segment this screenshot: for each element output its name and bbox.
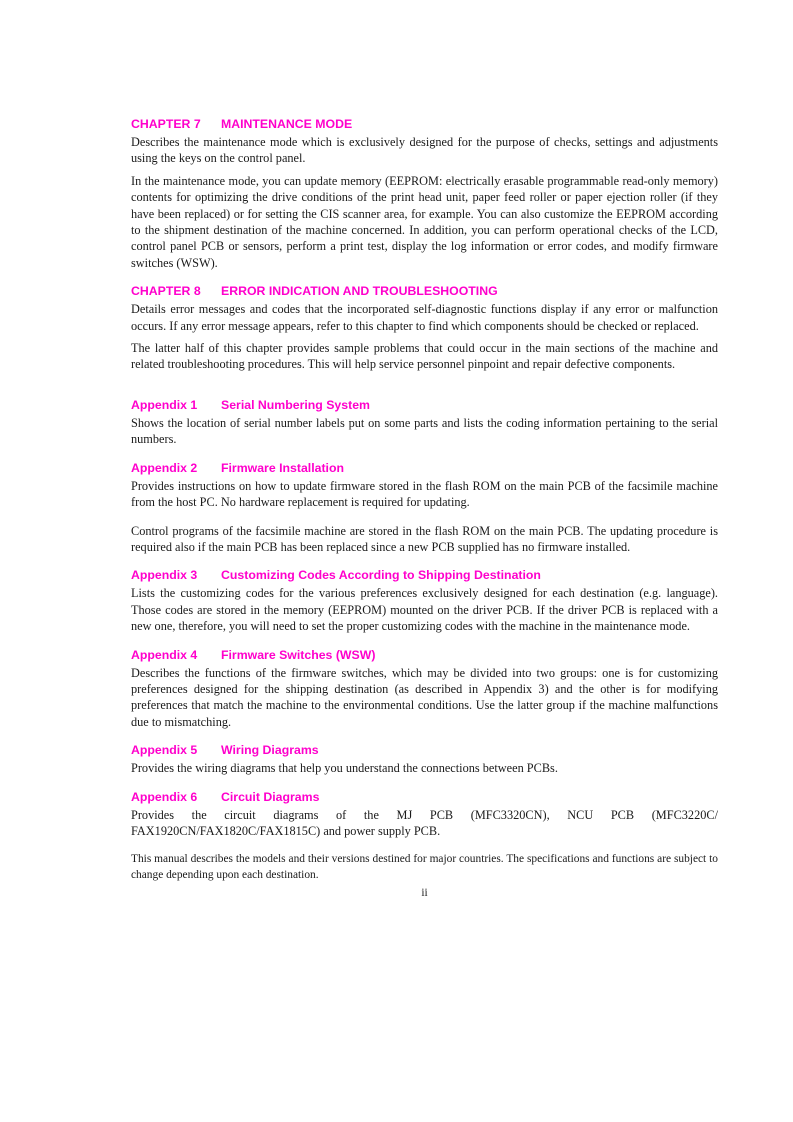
section-title: Circuit Diagrams: [221, 789, 320, 804]
section-paragraph: Provides the circuit diagrams of the MJ PCB (MFC3320CN), NCU PCB (MFC3220C/ FAX1920CN/FAX1820C/FAX1815C) and power supply PCB.: [131, 807, 718, 838]
section-title: Serial Numbering System: [221, 397, 370, 412]
section-number: Appendix 2: [131, 460, 198, 475]
section-heading: [131, 789, 718, 805]
section-paragraph: Describes the functions of the firmware switches, which may be divided into two groups: one is for customizing preferences designed for the shipping destination (as described in Appendix 3) and the other is for modifying preferences that match the machine to the environmental conditions. Use the latter group if the machine malfunctions due to mismatching.: [131, 665, 718, 729]
section-title: Firmware Installation: [221, 460, 344, 475]
section-heading: [131, 742, 718, 758]
section-paragraph: In the maintenance mode, you can update memory (EEPROM: electrically erasable programmable read-only memory) contents for optimizing the drive conditions of the print head unit, paper feed roller or paper ejection roller (if they have been replaced) or for setting the CIS scanner area, for example. You can also customize the EEPROM according to the shipment destination of the machine concerned. In addition, you can perform operational checks of the LCD, control panel PCB or sensors, perform a print test, display the log information or error codes, and modify firmware switches (WSW).: [131, 173, 718, 270]
section-title: Customizing Codes According to Shipping Destination: [221, 568, 541, 583]
section-number: Appendix 3: [131, 568, 198, 583]
section-heading: [131, 567, 718, 583]
section-paragraph: Control programs of the facsimile machine are stored in the flash ROM on the main PCB. The updating procedure is required also if the main PCB has been replaced since a new PCB supplied has no firmware installed.: [131, 523, 718, 554]
section-title: ERROR INDICATION AND TROUBLESHOOTING: [221, 284, 498, 299]
section-chapter-7: [131, 116, 718, 271]
section-appendix-5: [131, 742, 718, 776]
section-number: Appendix 1: [131, 397, 198, 412]
footer-note: This manual describes the models and their versions destined for major countries. The specifications and functions are subject to change depending upon each destination.: [131, 853, 718, 882]
section-paragraph: Describes the maintenance mode which is exclusively designed for the purpose of checks, settings and adjustments using the keys on the control panel.: [131, 135, 718, 166]
section-number: CHAPTER 8: [131, 284, 201, 299]
section-paragraph: Shows the location of serial number labels put on some parts and lists the coding information pertaining to the serial numbers.: [131, 415, 718, 447]
section-title: Firmware Switches (WSW): [221, 647, 376, 662]
section-paragraph: The latter half of this chapter provides sample problems that could occur in the main sections of the machine and related troubleshooting procedures. This will help service personnel pinpoint and repair defective components.: [131, 341, 718, 372]
section-heading: [131, 460, 718, 476]
section-number: Appendix 4: [131, 647, 198, 662]
section-number: CHAPTER 7: [131, 117, 201, 131]
section-heading: [131, 397, 718, 413]
section-heading: [131, 283, 718, 299]
section-appendix-6: [131, 789, 718, 840]
section-appendix-4: [131, 647, 718, 731]
section-number: Appendix 5: [131, 743, 198, 758]
section-paragraph: Provides the wiring diagrams that help you understand the connections between PCBs.: [131, 761, 558, 776]
section-chapter-8: [131, 283, 718, 373]
section-heading: [131, 647, 718, 663]
section-paragraph: Provides instructions on how to update firmware stored in the flash ROM on the main PCB of the facsimile machine from the host PC. No hardware replacement is required for updating.: [131, 478, 718, 510]
section-appendix-2: [131, 460, 718, 556]
section-number: Appendix 6: [131, 789, 198, 804]
page-number: ii: [421, 887, 428, 900]
document-page: [131, 116, 718, 900]
section-paragraph: Details error messages and codes that the incorporated self-diagnostic functions display if any error or malfunction occurs. If any error message appears, refer to this chapter to find which components should be checked or replaced.: [131, 302, 718, 333]
section-title: Wiring Diagrams: [221, 743, 319, 758]
section-paragraph: Lists the customizing codes for the various preferences exclusively designed for each destination (e.g. language). Those codes are stored in the memory (EEPROM) mounted on the driver PCB. If the driver PCB is replaced with a new one, therefore, you will need to set the proper customizing codes with the machine in the maintenance mode.: [131, 586, 718, 634]
section-appendix-1: [131, 397, 718, 448]
section-appendix-3: [131, 567, 718, 634]
section-title: MAINTENANCE MODE: [221, 117, 353, 131]
section-heading: [131, 116, 718, 132]
